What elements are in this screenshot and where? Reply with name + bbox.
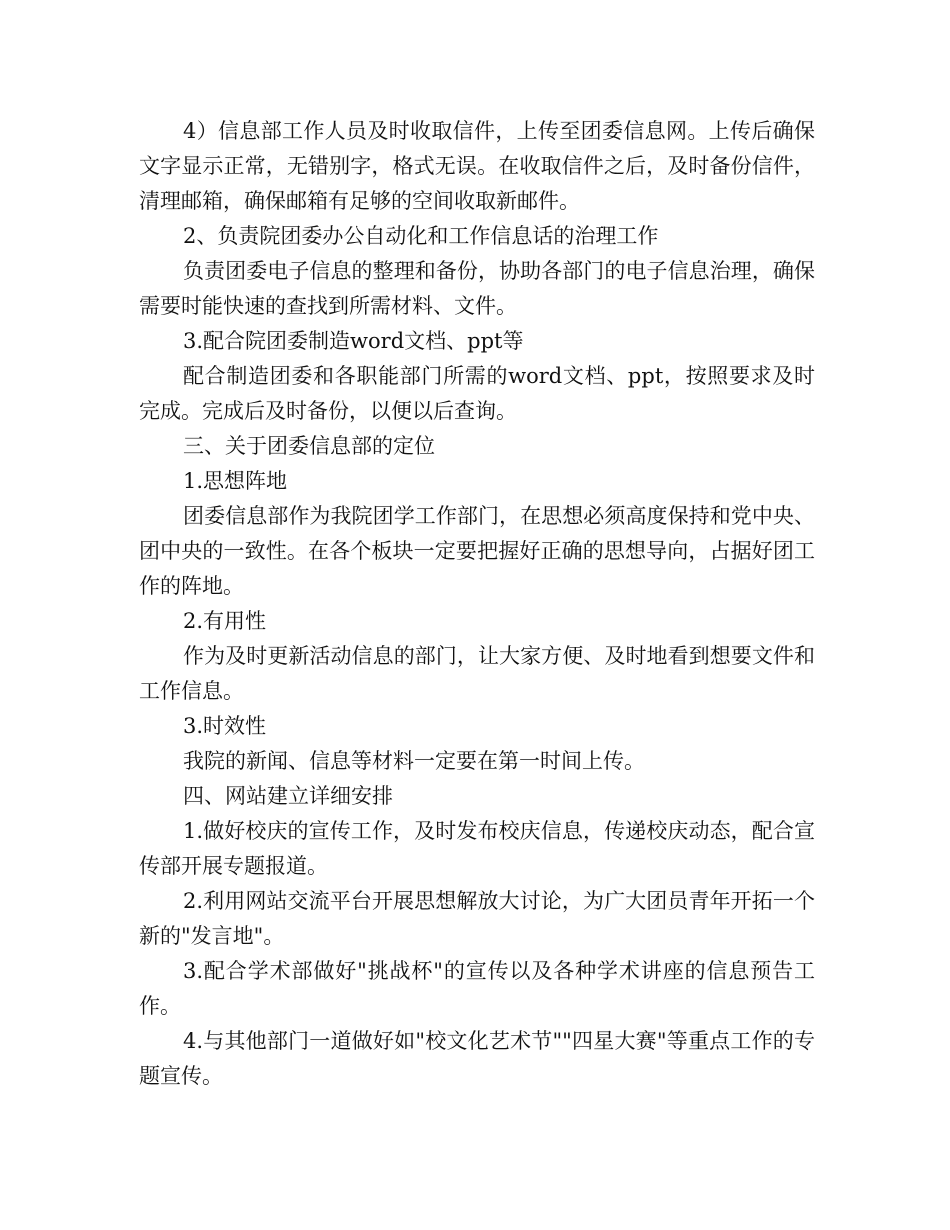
paragraph-special-events: 4.与其他部门一道做好如"校文化艺术节""四星大赛"等重点工作的专题宣传。 [139, 1029, 815, 1088]
paragraph-usefulness: 作为及时更新活动信息的部门，让大家方便、及时地看到想要文件和工作信息。 [139, 644, 815, 703]
heading-timeliness: 3.时效性 [183, 714, 267, 738]
heading-office-automation: 2、负责院团委办公自动化和工作信息话的治理工作 [183, 224, 659, 248]
heading-ideology: 1.思想阵地 [183, 469, 288, 493]
section-heading-positioning: 三、关于团委信息部的定位 [183, 434, 435, 458]
paragraph-anniversary: 1.做好校庆的宣传工作，及时发布校庆信息，传递校庆动态，配合宣传部开展专题报道。 [139, 819, 815, 878]
section-heading-website: 四、网站建立详细安排 [183, 784, 393, 808]
heading-usefulness: 2.有用性 [183, 609, 267, 633]
paragraph-word-ppt: 配合制造团委和各职能部门所需的word文档、ppt，按照要求及时完成。完成后及时备份，以便以后查询。 [139, 364, 815, 423]
paragraph-electronic-info: 负责团委电子信息的整理和备份，协助各部门的电子信息治理，确保需要时能快速的查找到所需材料、文件。 [139, 259, 815, 318]
document-body [139, 114, 815, 1094]
paragraph-ideology: 团委信息部作为我院团学工作部门，在思想必须高度保持和党中央、团中央的一致性。在各个板块一定要把握好正确的思想导向，占据好团工作的阵地。 [139, 504, 815, 598]
paragraph-academic: 3.配合学术部做好"挑战杯"的宣传以及各种学术讲座的信息预告工作。 [139, 959, 815, 1018]
heading-word-ppt: 3.配合院团委制造word文档、ppt等 [183, 329, 524, 353]
paragraph-timeliness: 我院的新闻、信息等材料一定要在第一时间上传。 [183, 749, 645, 773]
paragraph-discussion-platform: 2.利用网站交流平台开展思想解放大讨论，为广大团员青年开拓一个新的"发言地"。 [139, 889, 815, 948]
paragraph-info-staff-mail: 4）信息部工作人员及时收取信件，上传至团委信息网。上传后确保文字显示正常，无错别字，格式无误。在收取信件之后，及时备份信件，清理邮箱，确保邮箱有足够的空间收取新邮件。 [139, 119, 815, 213]
